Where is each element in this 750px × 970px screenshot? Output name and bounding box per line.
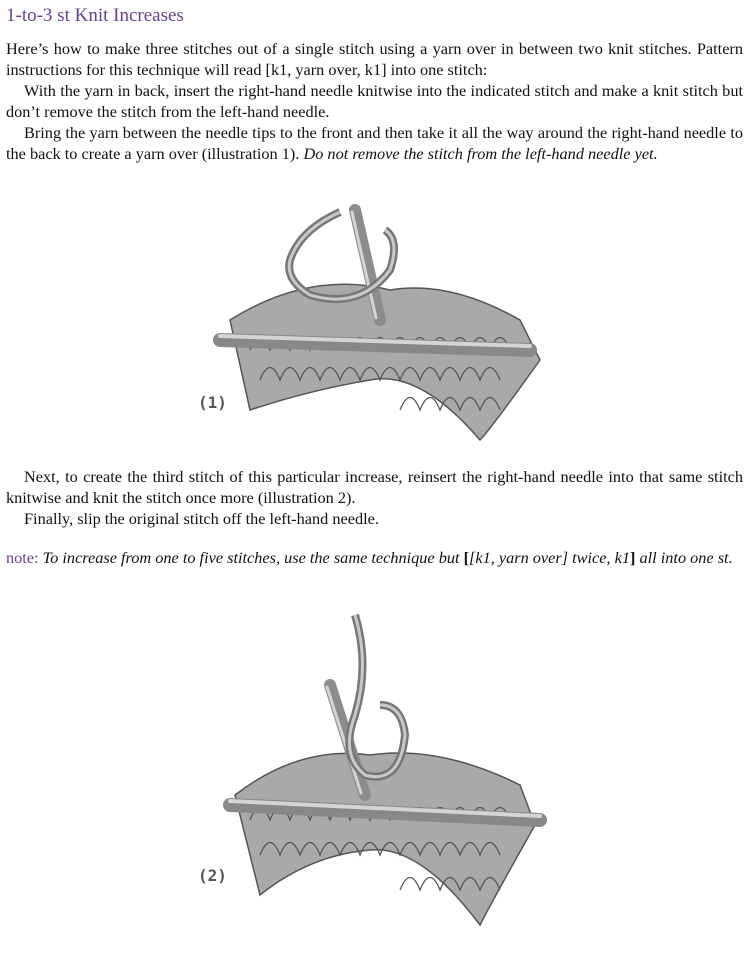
step4-paragraph: Finally, slip the original stitch off the left-hand needle. xyxy=(24,509,379,528)
step1-paragraph: With the yarn in back, insert the right-hand needle knitwise into the indicated stitch and make a knit stitch but don’t remove the stitch from the left-hand needle. xyxy=(6,81,743,121)
step2-italic-text: Do not remove the stitch from the left-hand needle yet. xyxy=(303,144,658,163)
step3-paragraph: Next, to create the third stitch of this particular increase, reinsert the right-hand needle into that same stitch knitwise and knit the stitch once more (illustration 2). xyxy=(6,467,743,507)
note-paragraph xyxy=(6,547,743,568)
step2-text: Bring the yarn between the needle tips to the front and then take it all the way around the right-hand needle to the back to create a yarn over (illustration 1). xyxy=(6,123,743,163)
note-label: note: xyxy=(6,548,39,567)
step2-paragraph xyxy=(6,122,743,164)
figure-1-caption: (1) xyxy=(198,393,227,412)
note-text-c: all into one st. xyxy=(635,548,733,567)
note-bracket-open: [ xyxy=(463,548,470,567)
knitting-illustration-2 xyxy=(190,605,560,935)
knitting-illustration-1 xyxy=(190,200,560,450)
note-text-a: To increase from one to five stitches, use the same technique but xyxy=(38,548,464,567)
figure-2-caption: (2) xyxy=(198,866,227,885)
page-title: 1-to-3 st Knit Increases xyxy=(6,5,184,26)
note-bracket-close: ] xyxy=(630,548,636,567)
note-text-b: [k1, yarn over] twice, k1 xyxy=(469,548,630,567)
intro-paragraph: Here’s how to make three stitches out of a single stitch using a yarn over in between two knit stitches. Pattern instructions for this technique will read [k1, yarn over, k1] into one stitch: xyxy=(6,39,743,79)
